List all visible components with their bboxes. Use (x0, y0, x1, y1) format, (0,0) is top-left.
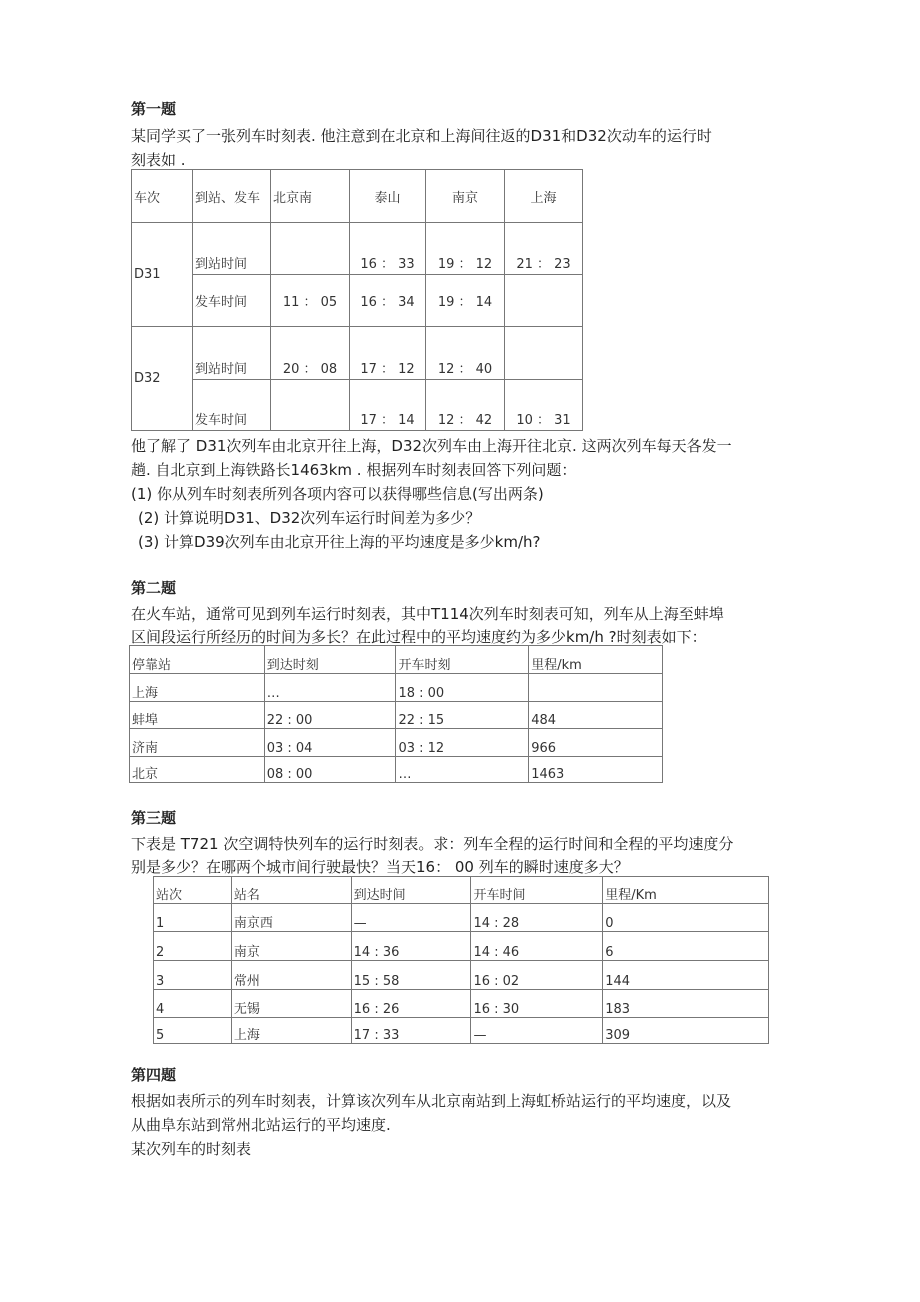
table-header: 里程/km (529, 646, 663, 674)
table-cell: 上海 (130, 674, 265, 702)
table-cell: 144 (603, 961, 769, 990)
table-header: 到达时刻 (264, 646, 396, 674)
table-row (154, 932, 769, 961)
q4-paragraph: 某次列车的时刻表 (131, 1140, 252, 1158)
table-cell: 20 ： 08 (271, 327, 350, 380)
table-header: 上海 (505, 170, 583, 223)
table-cell: 3 (154, 961, 232, 990)
table-row (132, 380, 583, 431)
table-cell (505, 275, 583, 327)
q1-subquestion: (2) 计算说明D31、D32次列车运行时间差为多少？ (138, 509, 481, 527)
table-row (130, 702, 663, 729)
table-cell: 03 : 04 (264, 729, 396, 757)
table-row (154, 990, 769, 1018)
table-header: 到达时间 (351, 877, 471, 904)
table-cell: 16 : 26 (351, 990, 471, 1018)
q1-paragraph: 刻表如 . (131, 151, 186, 169)
table-header: 里程/Km (603, 877, 769, 904)
table-cell: 常州 (231, 961, 351, 990)
table-header: 开车时间 (471, 877, 603, 904)
table-header: 车次 (132, 170, 193, 223)
table-cell: D32 (132, 327, 193, 431)
table-cell: 14 : 46 (471, 932, 603, 961)
table-cell: 南京 (231, 932, 351, 961)
table-cell: D31 (132, 223, 193, 327)
q4-title: 第四题 (131, 1066, 177, 1084)
table-cell: 5 (154, 1018, 232, 1044)
q1-title: 第一题 (131, 100, 177, 118)
table-cell: 17 : 33 (351, 1018, 471, 1044)
table-cell: — (351, 904, 471, 932)
table-cell: 18 : 00 (396, 674, 529, 702)
table-cell: 上海 (231, 1018, 351, 1044)
table-cell: 309 (603, 1018, 769, 1044)
table-row (154, 1018, 769, 1044)
q1-timetable (131, 169, 583, 431)
table-header: 到站、发车 (193, 170, 271, 223)
table-cell: 10 ： 31 (505, 380, 583, 431)
table-cell: 17 ： 14 (350, 380, 426, 431)
table-cell: 2 (154, 932, 232, 961)
table-cell: 19 ： 12 (426, 223, 505, 275)
table-cell: 发车时间 (193, 380, 271, 431)
table-cell (271, 380, 350, 431)
table-cell (529, 674, 663, 702)
table-row (130, 729, 663, 757)
table-cell: 1463 (529, 757, 663, 783)
table-cell: 484 (529, 702, 663, 729)
table-cell: 到站时间 (193, 223, 271, 275)
table-row (130, 674, 663, 702)
table-cell: … (264, 674, 396, 702)
table-cell: 16 : 02 (471, 961, 603, 990)
table-cell: 21 ： 23 (505, 223, 583, 275)
table-header: 开车时刻 (396, 646, 529, 674)
table-header: 泰山 (350, 170, 426, 223)
table-cell: 北京 (130, 757, 265, 783)
q1-paragraph: 他了解了 D31次列车由北京开往上海，D32次列车由上海开往北京. 这两次列车每天各发一 (131, 437, 732, 455)
table-cell (271, 223, 350, 275)
table-cell: 966 (529, 729, 663, 757)
q2-paragraph: 区间段运行所经历的时间为多长？在此过程中的平均速度约为多少km/h ?时刻表如下： (131, 628, 707, 646)
table-cell: 14 : 28 (471, 904, 603, 932)
q1-subquestion: (1) 你从列车时刻表所列各项内容可以获得哪些信息(写出两条) (131, 485, 544, 503)
table-header: 南京 (426, 170, 505, 223)
table-row (132, 327, 583, 380)
table-cell: 发车时间 (193, 275, 271, 327)
table-cell (505, 327, 583, 380)
table-row (132, 275, 583, 327)
q1-subquestion: (3) 计算D39次列车由北京开往上海的平均速度是多少km/h? (138, 533, 541, 551)
q2-timetable (129, 645, 663, 783)
table-cell: 22 : 15 (396, 702, 529, 729)
q2-paragraph: 在火车站，通常可见到列车运行时刻表，其中T114次列车时刻表可知，列车从上海至蚌埠 (131, 605, 724, 623)
table-cell: 1 (154, 904, 232, 932)
table-cell: 到站时间 (193, 327, 271, 380)
q3-title: 第三题 (131, 809, 177, 827)
table-cell: 无锡 (231, 990, 351, 1018)
table-cell: 19 ： 14 (426, 275, 505, 327)
table-row (154, 961, 769, 990)
table-cell: 11 ： 05 (271, 275, 350, 327)
table-header: 站名 (231, 877, 351, 904)
table-row (130, 757, 663, 783)
table-cell: 4 (154, 990, 232, 1018)
q1-paragraph: 某同学买了一张列车时刻表. 他注意到在北京和上海间往返的D31和D32次动车的运行时 (131, 127, 712, 145)
table-cell: 17 ： 12 (350, 327, 426, 380)
q3-timetable (153, 876, 769, 1044)
table-cell: 14 : 36 (351, 932, 471, 961)
table-cell: 6 (603, 932, 769, 961)
table-cell: 12 ： 40 (426, 327, 505, 380)
table-header: 站次 (154, 877, 232, 904)
table-cell: 16 : 30 (471, 990, 603, 1018)
q2-title: 第二题 (131, 579, 177, 597)
table-cell: 03 : 12 (396, 729, 529, 757)
table-cell: 济南 (130, 729, 265, 757)
table-row (154, 904, 769, 932)
table-cell: 南京西 (231, 904, 351, 932)
table-cell: 16 ： 33 (350, 223, 426, 275)
q3-paragraph: 别是多少？在哪两个城市间行驶最快？当天16： 00 列车的瞬时速度多大？ (131, 858, 629, 876)
table-header: 北京南 (271, 170, 350, 223)
q1-paragraph: 趟. 自北京到上海铁路长1463km . 根据列车时刻表回答下列问题： (131, 461, 577, 479)
table-header: 停靠站 (130, 646, 265, 674)
table-row (132, 223, 583, 275)
table-cell: 0 (603, 904, 769, 932)
table-cell: 蚌埠 (130, 702, 265, 729)
table-cell: 22 : 00 (264, 702, 396, 729)
table-cell: 16 ： 34 (350, 275, 426, 327)
q4-paragraph: 根据如表所示的列车时刻表，计算该次列车从北京南站到上海虹桥站运行的平均速度，以及 (131, 1092, 732, 1110)
table-cell: 183 (603, 990, 769, 1018)
table-cell: 15 : 58 (351, 961, 471, 990)
q4-paragraph: 从曲阜东站到常州北站运行的平均速度. (131, 1116, 391, 1134)
table-cell: 12 ： 42 (426, 380, 505, 431)
q3-paragraph: 下表是 T721 次空调特快列车的运行时刻表。求：列车全程的运行时间和全程的平均速度分 (131, 835, 734, 853)
table-cell: 08 : 00 (264, 757, 396, 783)
table-cell: — (471, 1018, 603, 1044)
table-cell: … (396, 757, 529, 783)
